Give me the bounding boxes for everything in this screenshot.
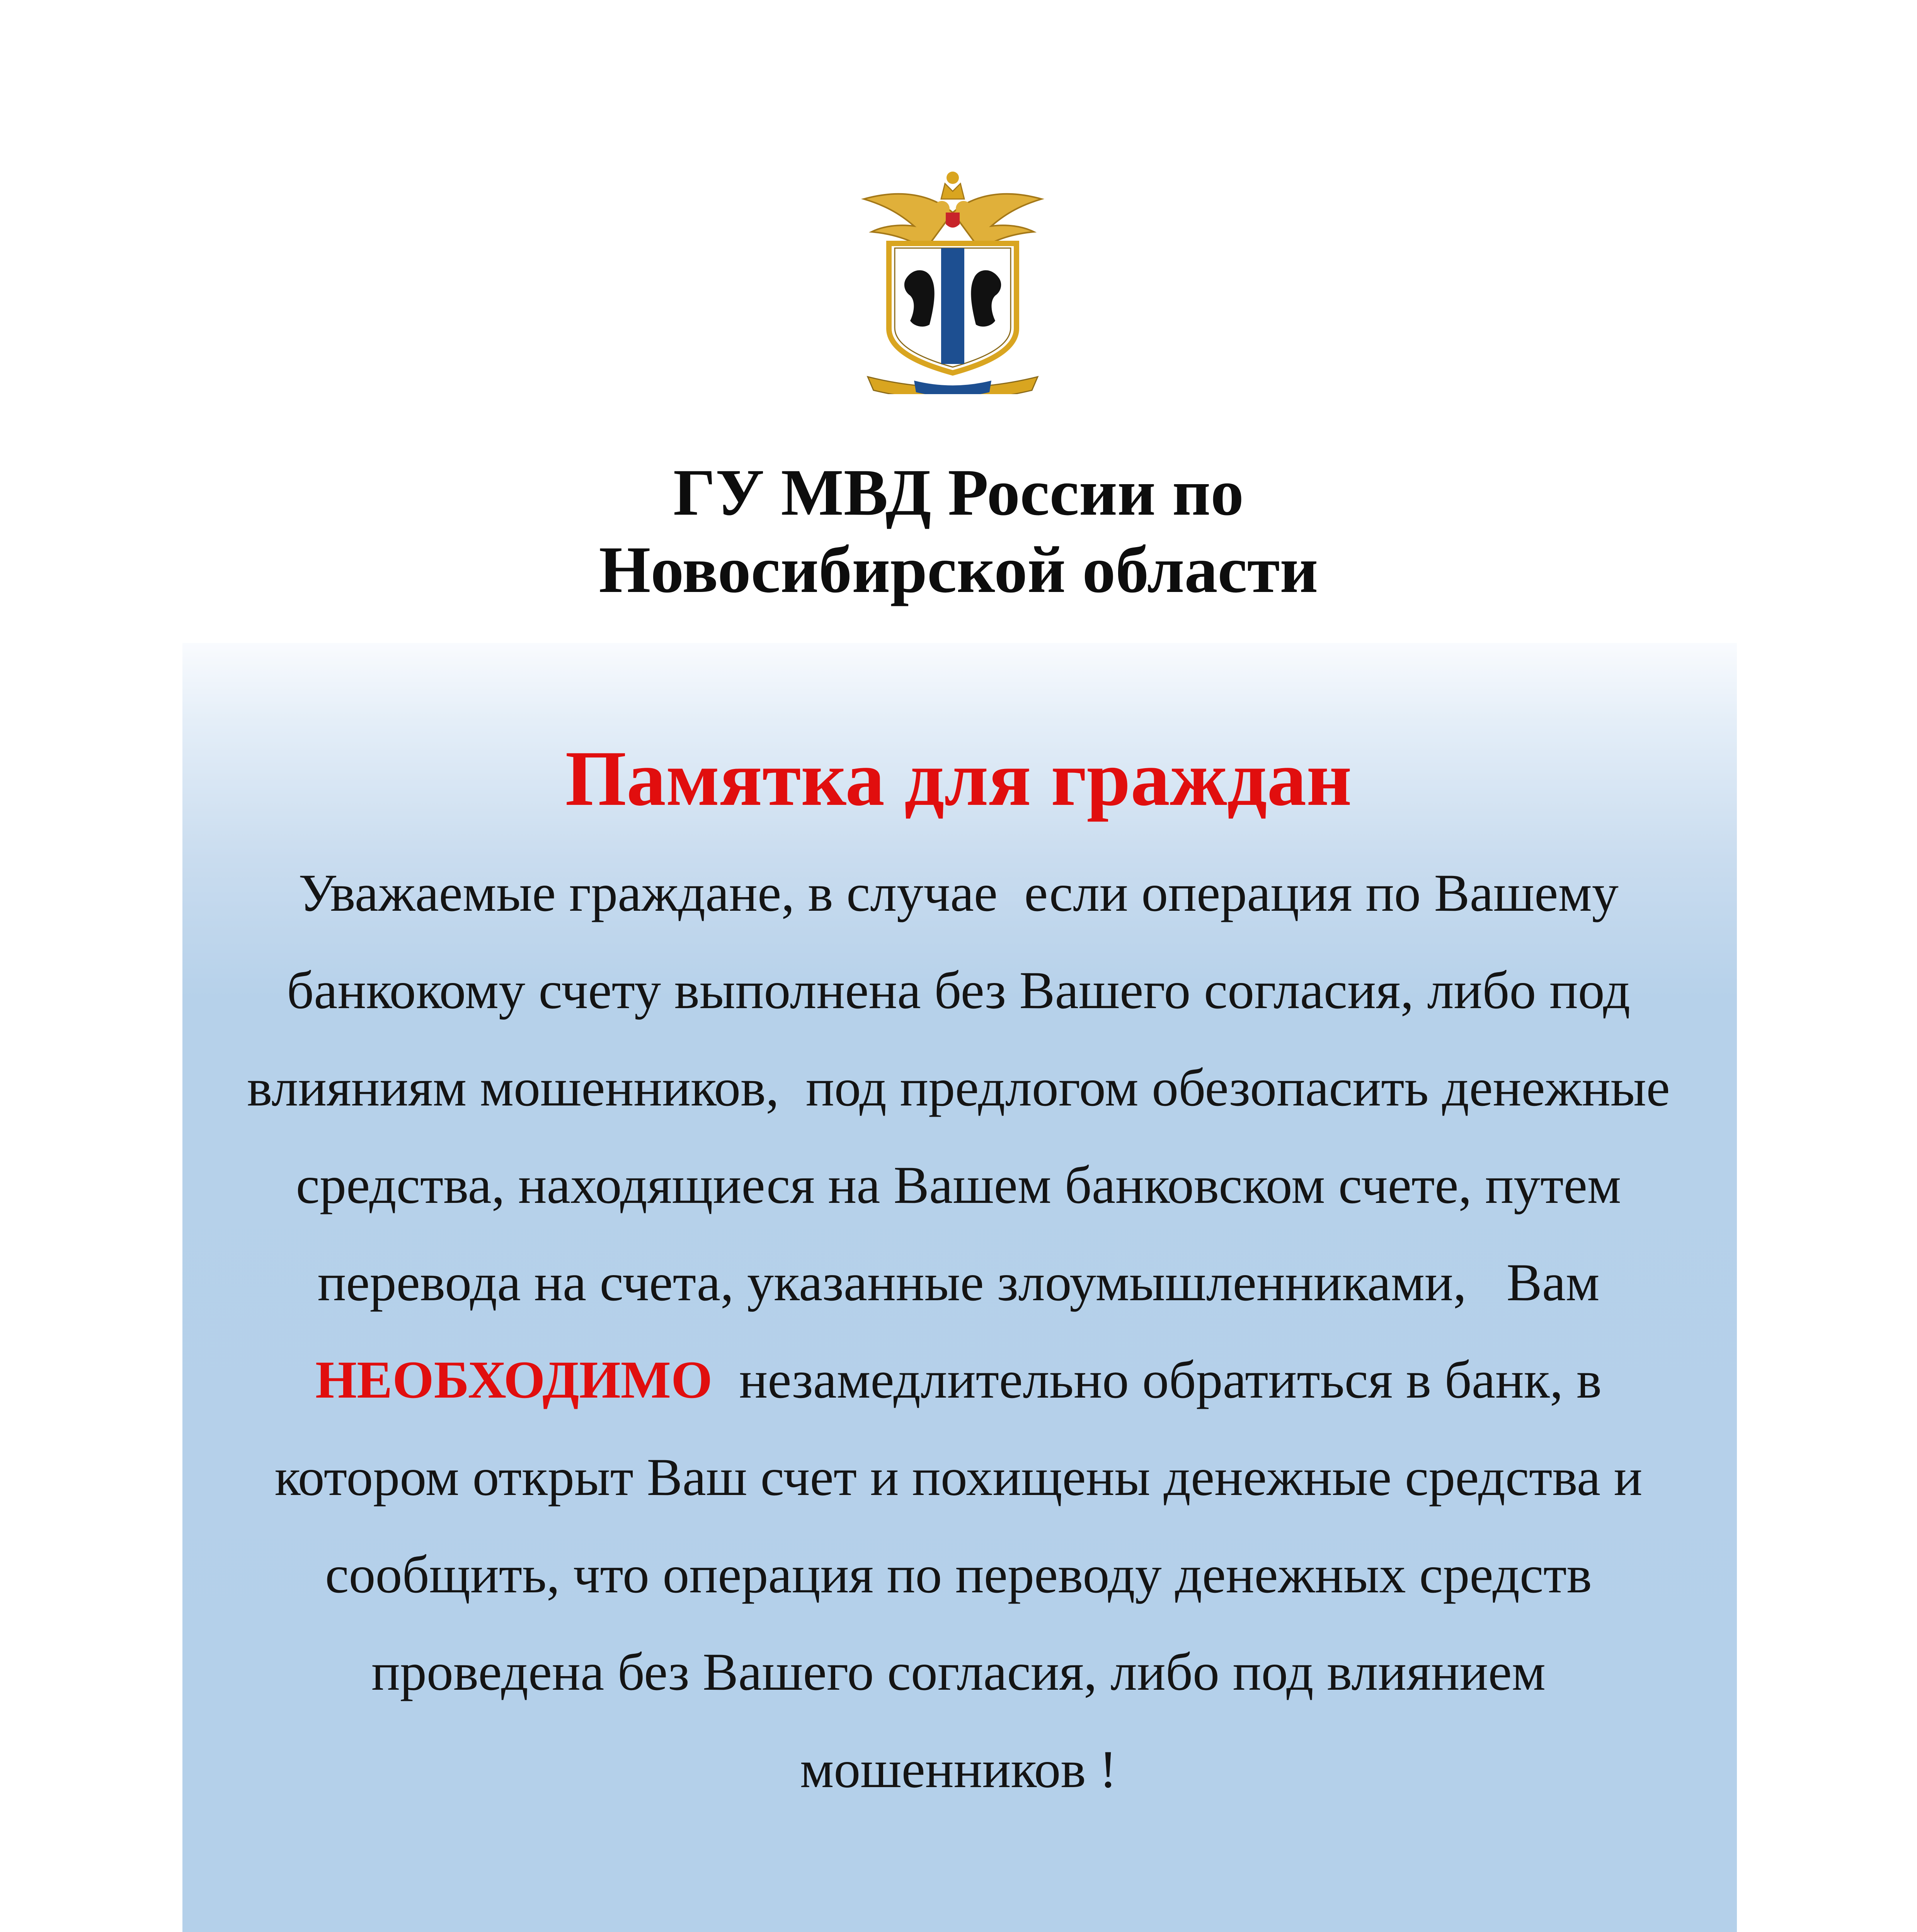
organization-title-line-2: Новосибирской области [599,533,1318,607]
memo-line: банкокому счету выполнена без Вашего согласия, либо под [286,961,1631,1020]
memo-line: проведена без Вашего согласия, либо под влиянием [371,1642,1546,1701]
memo-line: котором открыт Ваш счет и похищены денежные средства и [274,1447,1643,1507]
memo-line: мошенников ! [800,1740,1117,1799]
memo-line: средства, находящиеся на Вашем банковском счете, путем [296,1155,1621,1214]
memo-body [193,844,1724,1818]
memo-line-accent [193,1331,1724,1429]
mvd-emblem-icon [856,162,1049,394]
memo-line: перевода на счета, указанные злоумышленниками, Вам [317,1253,1600,1312]
accent-word: НЕОБХОДИМО [315,1350,713,1409]
organization-title-line-1: ГУ МВД России по [673,456,1244,529]
memo-line: влияниям мошенников, под предлогом обезопасить денежные [247,1058,1670,1117]
memo-line: Уважаемые граждане, в случае если операция по Вашему [298,863,1619,922]
organization-title [0,454,1917,609]
accent-line-rest: незамедлительно обратиться в банк, в [712,1350,1602,1409]
memo-line: сообщить, что операция по переводу денежных средств [325,1545,1592,1604]
memo-title: Памятка для граждан [565,735,1352,822]
